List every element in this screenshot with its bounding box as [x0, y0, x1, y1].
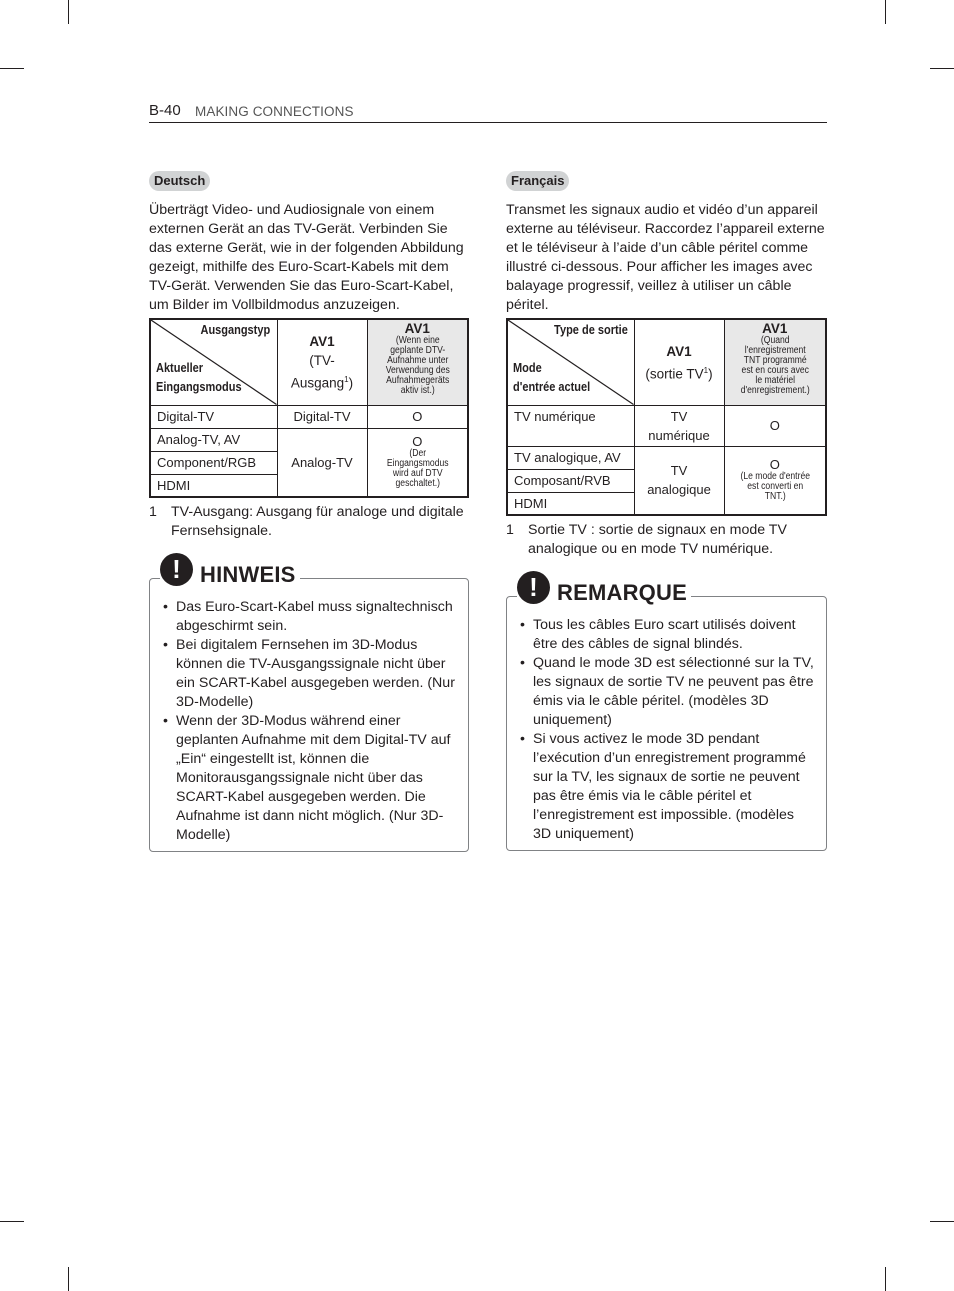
output-cell: TV numérique: [634, 405, 724, 446]
exclamation-icon: !: [160, 553, 193, 586]
column-header-av1-recording: AV1 (Quand l'enregistrement TNT programmé est en cours avec le matériel d'enregistrement.): [724, 319, 826, 405]
note-header: [517, 571, 691, 604]
column-header-av1-tv-out: AV1 (sortie $TV^1$): [634, 319, 724, 405]
crop-mark: [930, 1221, 954, 1222]
table-row: [150, 428, 468, 451]
av1-cell: O (Der Eingangsmodus wird auf DTV geschaltet.): [367, 428, 468, 497]
table-corner-header: [507, 319, 634, 405]
francais-column: [506, 171, 827, 851]
list-item: • Bei digitalem Fernsehen im 3D-Modus können die TV-Ausgangssignale nicht über ein SCART-Kabel ausgegeben werden. (Nur 3D-Modelle): [162, 636, 456, 712]
crop-mark: [0, 68, 24, 69]
input-mode-cell: HDMI: [507, 492, 634, 515]
list-item: • Das Euro-Scart-Kabel muss signaltechnisch abgeschirmt sein.: [162, 598, 456, 636]
crop-mark: [0, 1221, 24, 1222]
crop-mark: [68, 1267, 69, 1291]
av1-cell: O: [367, 405, 468, 428]
crop-mark: [885, 1267, 886, 1291]
connection-table: [149, 318, 469, 498]
list-item: • Si vous activez le mode 3D pendant l’exécution d’un enregistrement programmé sur la TV, les signaux de sortie ne peuvent pas être émis via le câble péritel et l’enregistrement est impossible. (modèles 3D uniquement): [519, 730, 814, 844]
section-title: MAKING CONNECTIONS: [195, 104, 354, 119]
input-mode-label: Aktueller Eingangsmodus: [156, 360, 242, 394]
connection-table: [506, 318, 827, 516]
list-item: • Quand le mode 3D est sélectionné sur la TV, les signaux de sortie TV ne peuvent pas être émis via le câble péritel. (modèles 3D uniquement): [519, 654, 814, 730]
note-list: [519, 616, 814, 844]
list-item: • Wenn der 3D-Modus während einer geplanten Aufnahme mit dem Digital-TV auf „Ein“ eingestellt ist, können die Monitorausgangssignale nicht über das SCART-Kabel ausgegeben werden. Die Aufnahme ist dann nicht möglich. (Nur 3D-Modelle): [162, 712, 456, 845]
note-box-hinweis: [149, 554, 469, 852]
page-number: B-40: [149, 102, 181, 119]
crop-mark: [68, 0, 69, 24]
deutsch-column: [149, 171, 469, 852]
table-row: [507, 405, 826, 446]
input-mode-cell: HDMI: [150, 474, 277, 497]
output-type-label: Type de sortie: [553, 323, 628, 337]
intro-text: Überträgt Video- und Audiosignale von einem externen Gerät an das TV-Gerät. Verbinden Sie das externe Gerät, wie in der folgenden Abbildung gezeigt, mithilfe des Euro-Scart-Kabels mit dem TV-Gerät. Verwenden Sie das Euro-Scart-Kabel, um Bilder im Vollbildmodus anzuzeigen.: [149, 202, 464, 313]
crop-mark: [930, 68, 954, 69]
input-mode-cell: Analog-TV, AV: [150, 428, 277, 451]
note-title: HINWEIS: [200, 562, 296, 587]
input-mode-cell: TV analogique, AV: [507, 446, 634, 469]
column-header-av1-recording: AV1 (Wenn eine geplante DTV-Aufnahme unter Verwendung des Aufnahmegeräts aktiv ist.): [367, 319, 468, 405]
column-header-av1-tv-out: AV1 (TV- Ausgang$^1$): [277, 319, 367, 405]
note-box-remarque: [506, 572, 827, 851]
output-cell: Analog-TV: [277, 428, 367, 497]
note-list: [162, 598, 456, 845]
language-tag-deutsch: Deutsch: [149, 171, 210, 191]
input-mode-cell: Component/RGB: [150, 451, 277, 474]
note-title: REMARQUE: [557, 580, 687, 605]
input-mode-label: Mode d'entrée actuel: [513, 360, 591, 394]
exclamation-icon: !: [517, 571, 550, 604]
av1-cell: O: [724, 405, 826, 446]
footnote: 1 TV-Ausgang: Ausgang für analoge und digitale Fernsehsignale.: [149, 504, 464, 539]
footnote: 1 Sortie TV : sortie de signaux en mode TV analogique ou en mode TV numérique.: [506, 522, 787, 557]
list-item: • Tous les câbles Euro scart utilisés doivent être des câbles de signal blindés.: [519, 616, 814, 654]
input-mode-cell: Digital-TV: [150, 405, 277, 428]
table-corner-header: [150, 319, 277, 405]
output-cell: Digital-TV: [277, 405, 367, 428]
note-header: [160, 553, 300, 586]
input-mode-cell: Composant/RVB: [507, 469, 634, 492]
input-mode-cell: TV numérique: [507, 405, 634, 446]
output-cell: TV analogique: [634, 446, 724, 515]
page-header: [149, 100, 827, 123]
table-row: [507, 446, 826, 469]
output-type-label: Ausgangstyp: [200, 323, 271, 337]
intro-text: Transmet les signaux audio et vidéo d’un appareil externe au téléviseur. Raccordez l’appareil externe et le téléviseur à l’aide d’un câble péritel comme illustré ci-dessous. Pour afficher les images avec balayage progressif, veillez à utiliser un câble péritel.: [506, 202, 825, 313]
av1-cell: O (Le mode d'entrée est converti en TNT.): [724, 446, 826, 515]
table-row: [150, 405, 468, 428]
language-tag-francais: Français: [506, 171, 569, 191]
crop-mark: [885, 0, 886, 24]
